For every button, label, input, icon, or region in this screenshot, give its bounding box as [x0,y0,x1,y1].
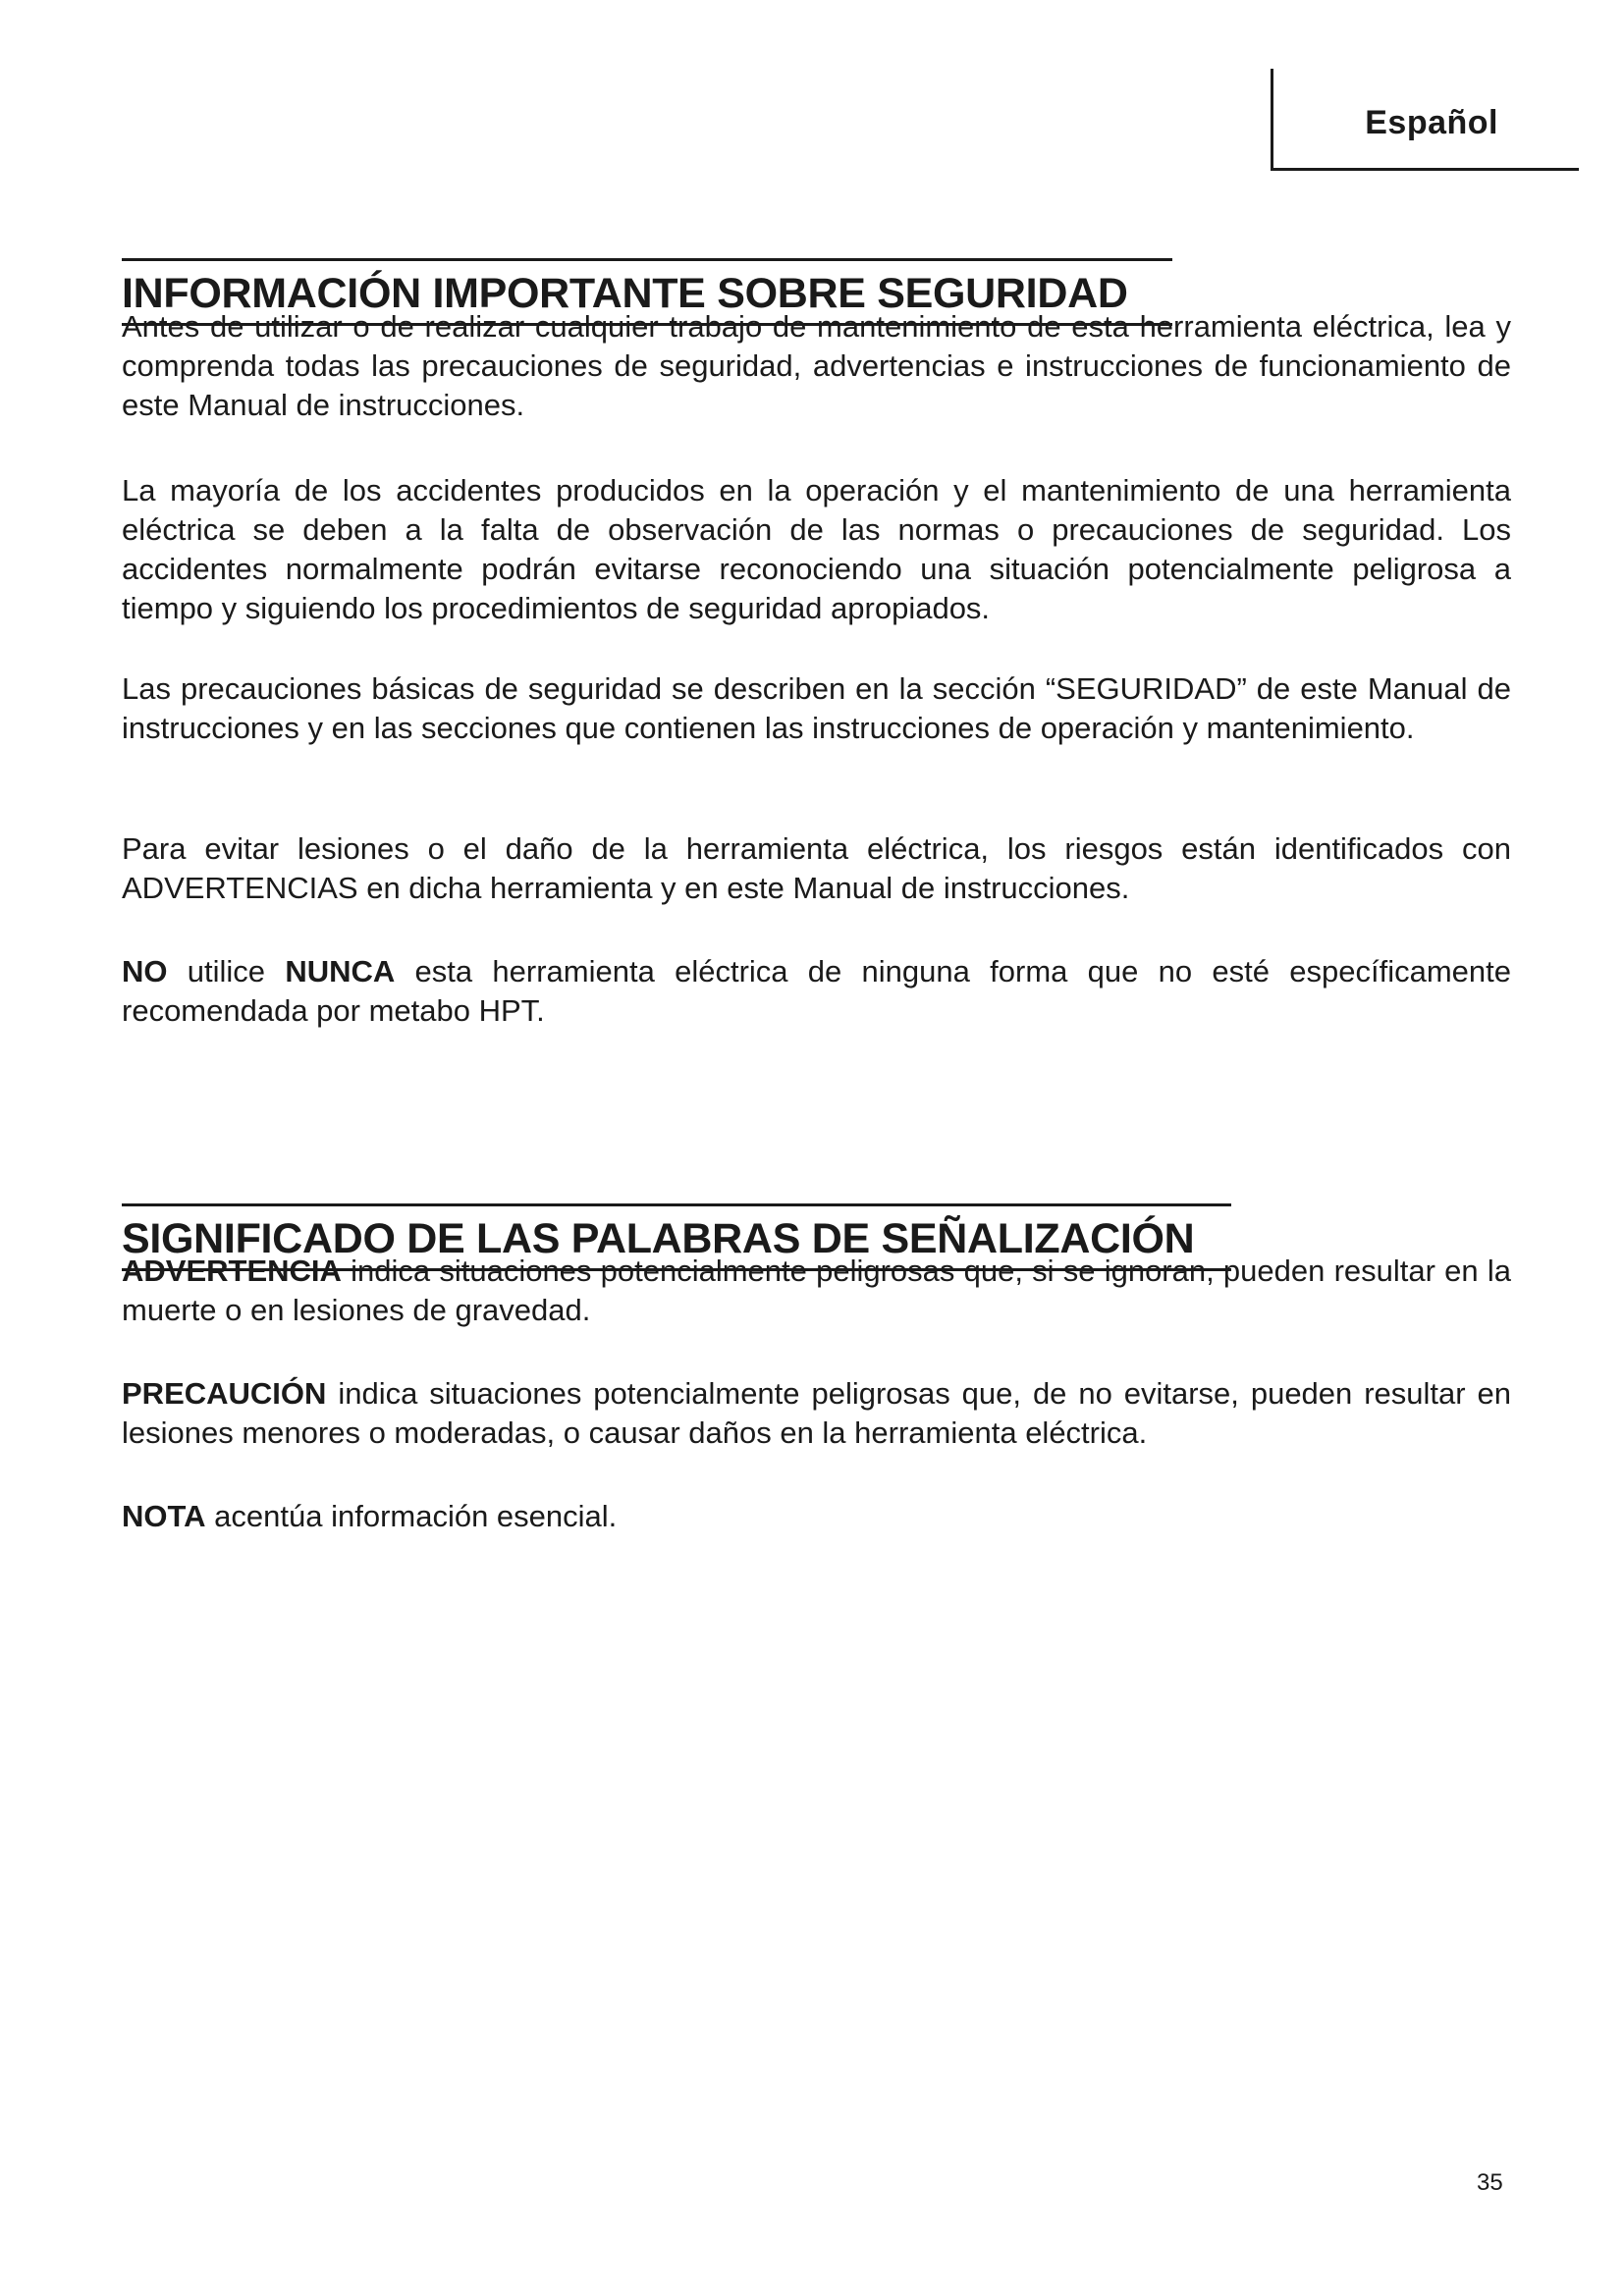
paragraph: La mayoría de los accidentes producidos en la operación y el mantenimiento de una herramienta eléctrica se deben a la falta de observación de las normas o precauciones de seguridad. Los accidentes normalmente podrán evitarse reconociendo una situación potencialmente peligrosa a tiempo y siguiendo los procedimientos de seguridad apropiados. [122,473,1511,625]
definition-term: ADVERTENCIA [122,1254,342,1288]
definition-term: PRECAUCIÓN [122,1376,327,1411]
definition-text: indica situaciones potencialmente peligrosas que, si se ignoran, pueden resultar en la muerte o en lesiones de gravedad. [122,1254,1511,1327]
definition-term: NOTA [122,1499,206,1533]
warning-bold-no: NO [122,954,168,988]
never-use-warning [122,952,1511,1031]
signal-words-heading: SIGNIFICADO DE LAS PALABRAS DE SEÑALIZACIÓN [122,1203,1231,1271]
paragraph: Las precauciones básicas de seguridad se describen en la sección “SEGURIDAD” de este Manual de instrucciones y en las secciones que contienen las instrucciones de operación y mantenimiento. [122,671,1511,745]
paragraph: Para evitar lesiones o el daño de la herramienta eléctrica, los riesgos están identificados con ADVERTENCIAS en dicha herramienta y en este Manual de instrucciones. [122,831,1511,905]
definition-text: indica situaciones potencialmente peligrosas que, de no evitarse, pueden resultar en lesiones menores o moderadas, o causar daños en la herramienta eléctrica. [122,1376,1511,1450]
warning-bold-never: NUNCA [285,954,396,988]
definition-caution [122,1374,1511,1453]
definition-note [122,1497,1511,1536]
warning-text: esta herramienta eléctrica de ninguna forma que no esté específicamente recomendada por metabo HPT. [122,954,1511,1028]
warning-text: utilice [187,954,266,988]
language-tab [1271,69,1579,171]
safety-info-heading: INFORMACIÓN IMPORTANTE SOBRE SEGURIDAD [122,258,1172,326]
definition-warning [122,1252,1511,1330]
page-number: 35 [1477,2169,1503,2196]
language-label: Español [1365,104,1498,141]
paragraph: Antes de utilizar o de realizar cualquier trabajo de mantenimiento de esta herramienta eléctrica, lea y comprenda todas las precauciones de seguridad, advertencias e instrucciones de funcionamiento de este Manual de instrucciones. [122,309,1511,422]
definition-text: acentúa información esencial. [214,1499,618,1533]
